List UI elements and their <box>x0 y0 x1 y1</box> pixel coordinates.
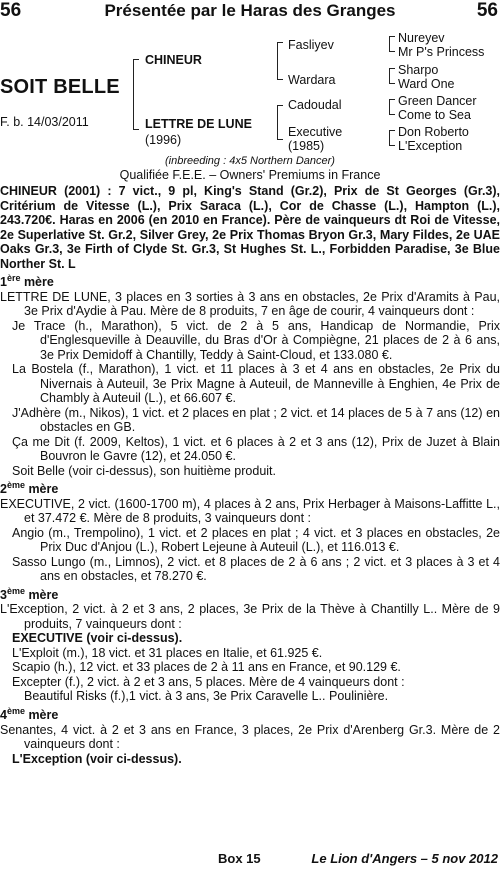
sire-record: CHINEUR (2001) : 7 vict., 9 pl, King's Stand (Gr.2), Prix de St Georges (Gr.3), Critérium de Vitesse (L.), Prix Saraca (L.), Cor de Chasse (L.), Hampton (L.), 243.720€. Haras en 2006 (en 2010 en France). Père de vainqueurs dt Roi de Vitesse, 2e Superlative St. Gr.2, Silver Grey, 2e Prix Thomas Bryon Gr.3, Mary Fildes, 2e UAE Oaks Gr.3, 3e Firth of Clyde St. Gr.3, St Hughes St. L., Forbidden Paradise, 3e Blue Norther St. L <box>0 184 500 271</box>
produce-je-trace: Je Trace (h., Marathon), 5 vict. de 2 à 5 ans, Handicap de Normandie, Prix d'Englesqueville à Deauville, du Bras d'Or à Compiègne, 21 places de 2 à 6 ans, 3e Prix Demidoff à Chantilly, Teddy à Saint-Cloud, et 133.080 €. <box>12 318 500 362</box>
produce-angio: Angio (m., Trempolino), 1 vict. et 2 places en plat ; 4 vict. et 3 places en obstacles, 2e Prix Duc d'Anjou (L.), Robert Lejeune à Auteuil (L.), et 116.013 €. <box>12 525 500 555</box>
sdd: Ward One <box>398 77 455 91</box>
produce-soit-belle: Soit Belle (voir ci-dessus), son huitième produit. <box>12 463 277 478</box>
catalogue-body <box>0 184 500 766</box>
dam-year: (1996) <box>145 133 182 147</box>
dam-dam: Executive <box>288 125 343 139</box>
pedigree-bracket-gen1 <box>133 59 139 130</box>
section-title-4: 4ème mère <box>0 705 59 723</box>
pedigree-bracket-dd <box>389 130 395 146</box>
dam-summary: LETTRE DE LUNE, 3 places en 3 sorties à 3 ans en obstacles, 2e Prix d'Aramits à Pau, 3e Prix d'Aydie à Pau. Mère de 8 produits, 7 en âge de courir, 4 vainqueurs dont : <box>0 289 500 319</box>
pedigree-bracket-sd <box>389 68 395 84</box>
produce-lexception: L'Exception (voir ci-dessus). <box>12 751 182 766</box>
dss: Green Dancer <box>398 94 477 108</box>
second-dam-summary: EXECUTIVE, 2 vict. (1600-1700 m), 4 places à 2 ans, Prix Herbager à Maisons-Laffitte L., et 37.472 €. Mère de 8 produits, 3 vainqueurs dont : <box>0 496 500 526</box>
sale-place-date: Le Lion d'Angers – 5 nov 2012 <box>311 851 498 866</box>
box-number: Box 15 <box>218 851 261 866</box>
sss: Nureyev <box>398 31 445 45</box>
dsd: Come to Sea <box>398 108 471 122</box>
dam-dam-year: (1985) <box>288 139 325 153</box>
section-title-3: 3ème mère <box>0 585 59 602</box>
fourth-dam-summary: Senantes, 4 vict. à 2 et 3 ans en France, 3 places, 2e Prix d'Arenberg Gr.3. Mère de 2 vainqueurs dont : <box>0 722 500 752</box>
section-title-1: 1ère mère <box>0 273 54 290</box>
produce-jadhere: J'Adhère (m., Nikos), 1 vict. et 2 places en plat ; 2 vict. et 14 places de 5 à 7 ans (12) en obstacles en GB. <box>12 405 500 435</box>
lot-number-left: 56 <box>0 0 22 21</box>
consignor-title: Présentée par le Haras des Granges <box>104 1 396 20</box>
pedigree-bracket-sire <box>277 42 283 80</box>
produce-ca-me-dit: Ça me Dit (f. 2009, Keltos), 1 vict. et 6 places à 2 et 3 ans (12), Prix de Juzet à Blain Bouvron le Gavre (12), et 24.050 €. <box>12 434 500 464</box>
sire-name: CHINEUR <box>145 53 202 67</box>
pedigree-bracket-ds <box>389 99 395 115</box>
pedigree-bracket-dam <box>277 105 283 140</box>
dam-name: LETTRE DE LUNE <box>145 117 252 131</box>
sire-sire: Fasliyev <box>288 38 334 52</box>
dds: Don Roberto <box>398 125 469 139</box>
dam-sire: Cadoudal <box>288 98 342 112</box>
ssd: Mr P's Princess <box>398 45 485 59</box>
section-title-2: 2ème mère <box>0 480 59 497</box>
pedigree-bracket-ss <box>389 36 395 52</box>
qualification-note: Qualifiée F.E.E. – Owners' Premiums in France <box>119 168 381 182</box>
inbreeding-note: (inbreeding : 4x5 Northern Dancer) <box>165 155 335 167</box>
produce-lexploit: L'Exploit (m.), 18 vict. et 31 places en Italie, et 61.925 €. <box>12 645 323 660</box>
produce-excepter: Excepter (f.), 2 vict. à 2 et 3 ans, 5 places. Mère de 4 vainqueurs dont : <box>12 674 405 689</box>
foaling-info: F. b. 14/03/2011 <box>0 115 89 129</box>
lot-number-right: 56 <box>476 0 498 21</box>
produce-la-bostela: La Bostela (f., Marathon), 1 vict. et 11 places à 3 et 4 ans en obstacles, 2e Prix du Nivernais à Auteuil, 3e Prix Magne à Auteuil, de Manneville à Enghien, 4e Prix de Chambly à Auteuil (L.), et 66.607 €. <box>12 362 500 406</box>
sire-dam: Wardara <box>288 73 336 87</box>
produce-scapio: Scapio (h.), 12 vict. et 33 places de 2 à 11 ans en France, et 90.129 €. <box>12 660 401 675</box>
produce-sasso-lungo: Sasso Lungo (m., Limnos), 2 vict. et 8 places de 2 à 6 ans ; 2 vict. et 3 places à 3 et 4 ans en obstacles, et 78.270 €. <box>12 554 500 584</box>
page-header <box>0 0 500 24</box>
produce-beautiful-risks: Beautiful Risks (f.),1 vict. à 3 ans, 3e Prix Caravelle L.. Poulinière. <box>24 689 389 704</box>
produce-executive: EXECUTIVE (voir ci-dessus). <box>12 631 183 646</box>
horse-name: SOIT BELLE <box>0 76 120 98</box>
page-footer <box>0 851 500 869</box>
third-dam-summary: L'Exception, 2 vict. à 2 et 3 ans, 2 places, 3e Prix de la Thève à Chantilly L.. Mère de 9 produits, 7 vainqueurs dont : <box>0 602 500 631</box>
ddd: L'Exception <box>398 139 463 153</box>
sds: Sharpo <box>398 63 439 77</box>
